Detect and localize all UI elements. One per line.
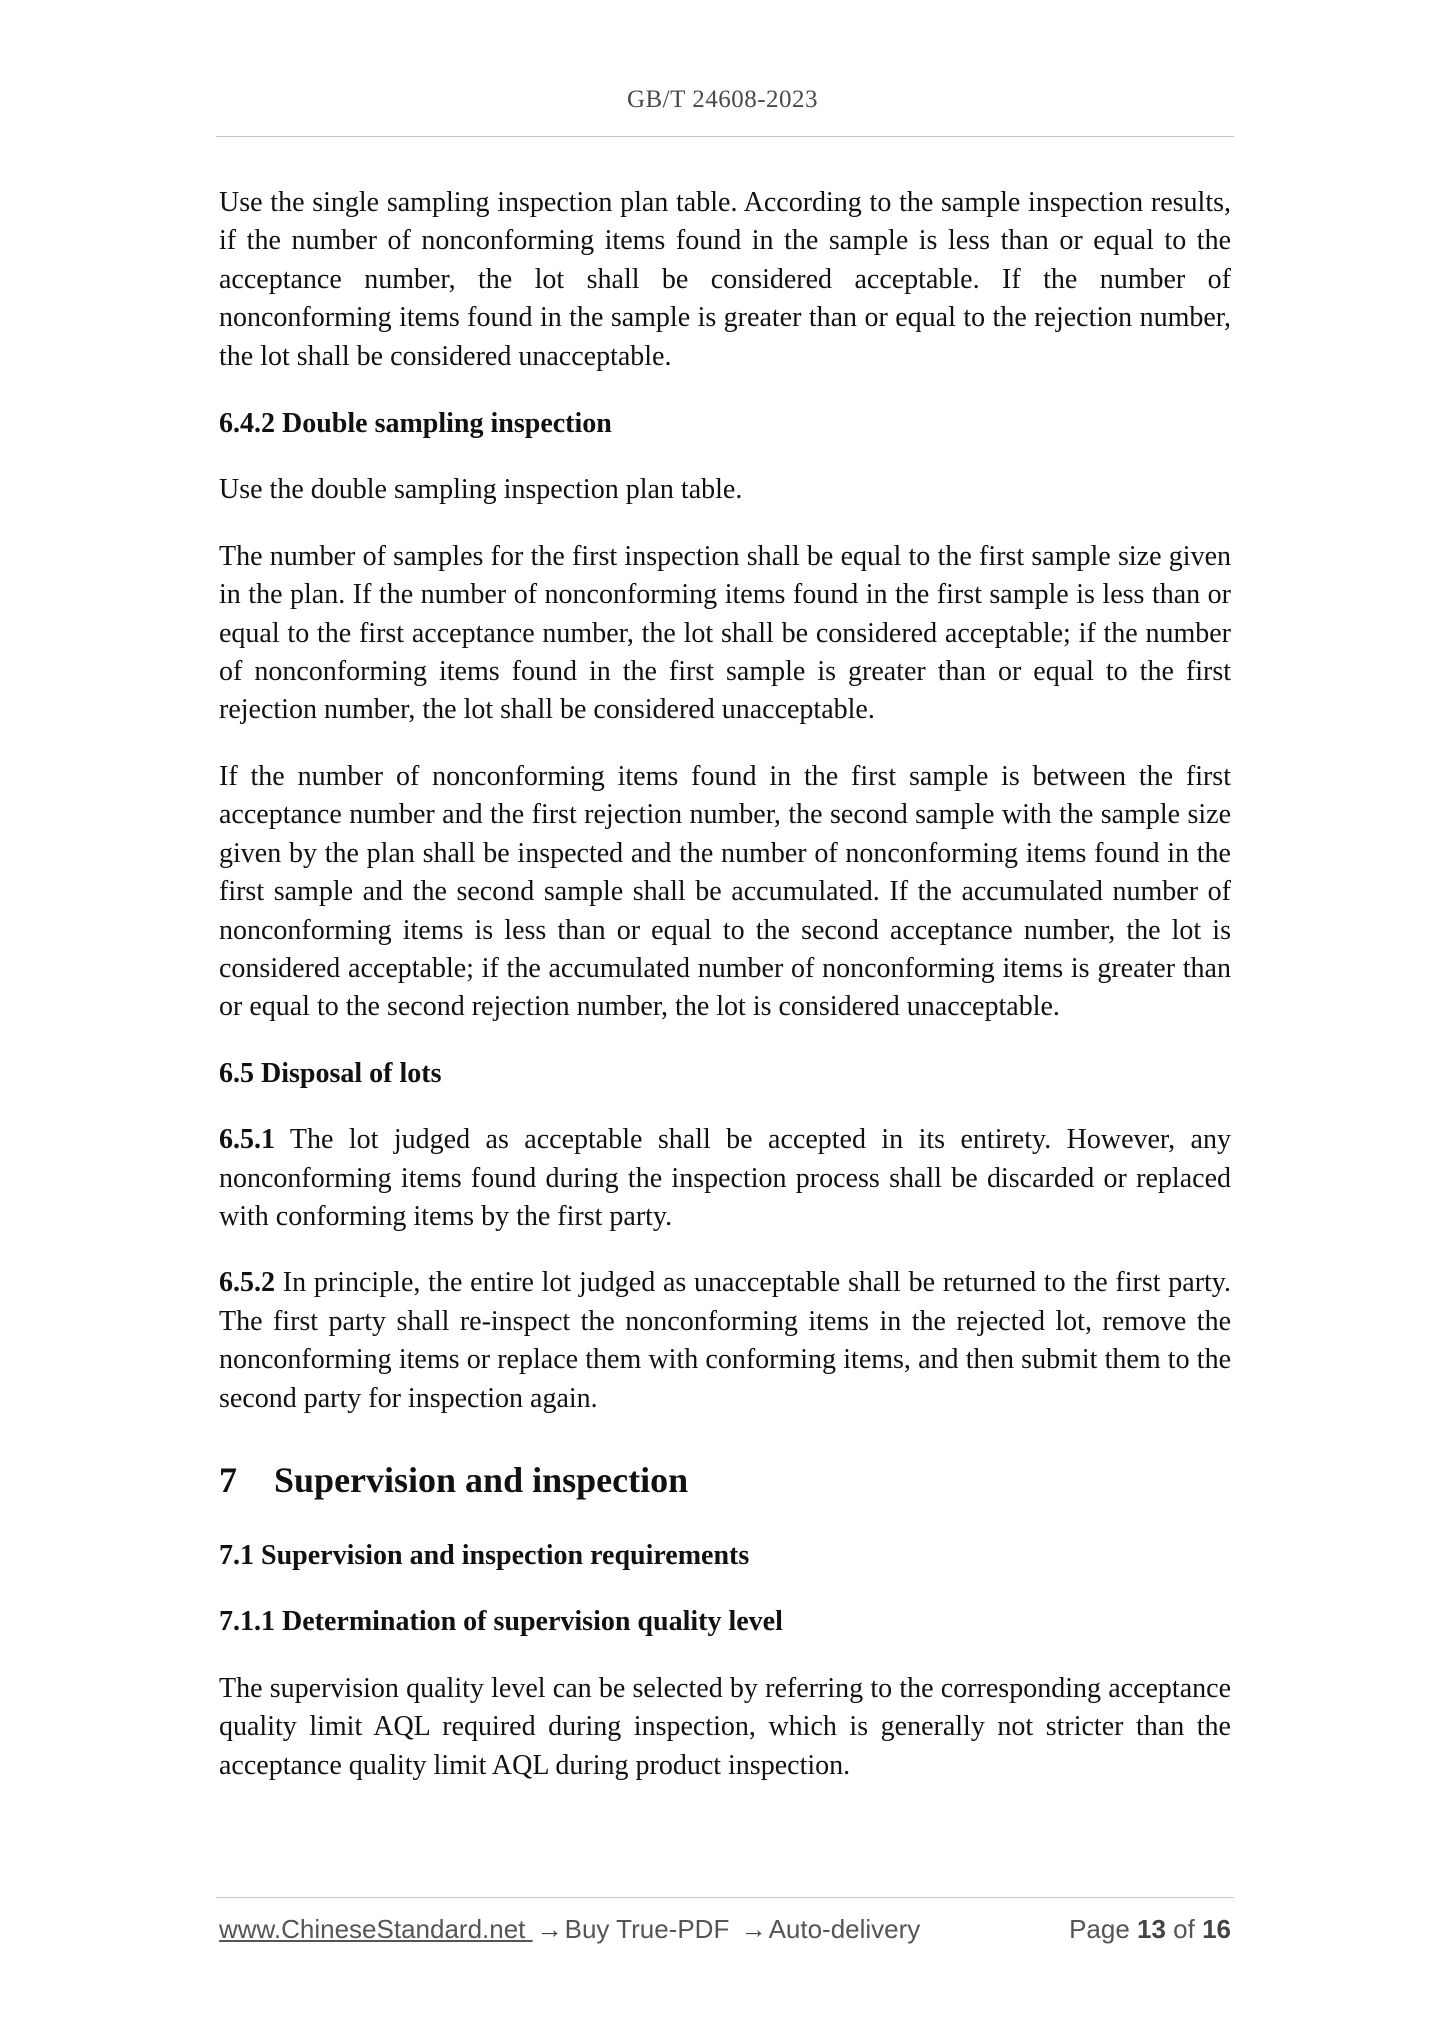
clause-text-6-5-2: In principle, the entire lot judged as unacceptable shall be returned to the first party. The first party shall re-inspect the nonconforming items in the rejected lot, remove the nonconforming items or replace them with conforming items, and then submit them to the second party for inspection again.	[219, 1267, 1231, 1414]
clause-number-6-5-1: 6.5.1	[219, 1124, 275, 1156]
header-divider	[216, 136, 1234, 137]
paragraph-double-sampling-second: If the number of nonconforming items found in the first sample is between the first acceptance number and the first rejection number, the second sample with the sample size given by the plan shall be inspected and the number of nonconforming items found in the first sample and the second sample shall be accumulated. If the accumulated number of nonconforming items is less than or equal to the second acceptance number, the lot is considered acceptable; if the accumulated number of nonconforming items is greater than or equal to the second rejection number, the lot is considered unacceptable.	[219, 760, 1231, 1023]
page-footer	[219, 1914, 1231, 1948]
footer-promo	[219, 1914, 920, 1945]
section-heading-7-1: 7.1 Supervision and inspection requirements	[219, 1539, 750, 1571]
website-link[interactable]: www.ChineseStandard.net	[219, 1914, 533, 1944]
section-heading-7-1-1: 7.1.1 Determination of supervision quality level	[219, 1606, 783, 1638]
page-number	[1069, 1914, 1231, 1945]
paragraph-7-1-1: The supervision quality level can be selected by referring to the corresponding acceptance quality limit AQL required during inspection, which is generally not stricter than the acceptance quality limit AQL during product inspection.	[219, 1672, 1231, 1781]
paragraph-6-5-1	[219, 1121, 1231, 1236]
arrow-right-icon: →	[536, 1914, 563, 1944]
clause-heading-7	[219, 1456, 1231, 1504]
auto-delivery-text: Auto-delivery	[768, 1914, 921, 1944]
clause-number-6-5-2: 6.5.2	[219, 1267, 275, 1299]
page-label: Page	[1069, 1914, 1138, 1944]
section-heading-6-4-2: 6.4.2 Double sampling inspection	[219, 408, 612, 440]
document-number-header: GB/T 24608-2023	[626, 86, 819, 113]
arrow-right-icon: →	[740, 1914, 767, 1944]
page-of-label: of	[1165, 1914, 1203, 1944]
clause-title-7: Supervision and inspection	[274, 1459, 689, 1500]
paragraph-single-sampling: Use the single sampling inspection plan table. According to the sample inspection results, if the number of nonconforming items found in the sample is less than or equal to the acceptance number, the lot shall be considered acceptable. If the number of nonconforming items found in the sample is greater than or equal to the rejection number, the lot shall be considered unacceptable.	[219, 187, 1231, 372]
buy-true-pdf-text: Buy True-PDF	[564, 1914, 737, 1944]
paragraph-double-sampling-intro: Use the double sampling inspection plan table.	[219, 474, 743, 506]
paragraph-double-sampling-first: The number of samples for the first inspection shall be equal to the first sample size given in the plan. If the number of nonconforming items found in the first sample is less than or equal to the first acceptance number, the lot shall be considered acceptable; if the number of nonconforming items found in the first sample is greater than or equal to the first rejection number, the lot shall be considered unacceptable.	[219, 540, 1231, 726]
clause-number-7: 7	[219, 1459, 237, 1500]
page-content	[219, 184, 1231, 1785]
section-heading-6-5: 6.5 Disposal of lots	[219, 1057, 442, 1089]
footer-divider	[216, 1897, 1234, 1898]
total-page-number: 16	[1202, 1914, 1231, 1944]
current-page-number: 13	[1137, 1914, 1166, 1944]
clause-text-6-5-1: The lot judged as acceptable shall be accepted in its entirety. However, any nonconforming items found during the inspection process shall be discarded or replaced with conforming items by the first party.	[219, 1124, 1231, 1232]
paragraph-6-5-2	[219, 1264, 1231, 1418]
